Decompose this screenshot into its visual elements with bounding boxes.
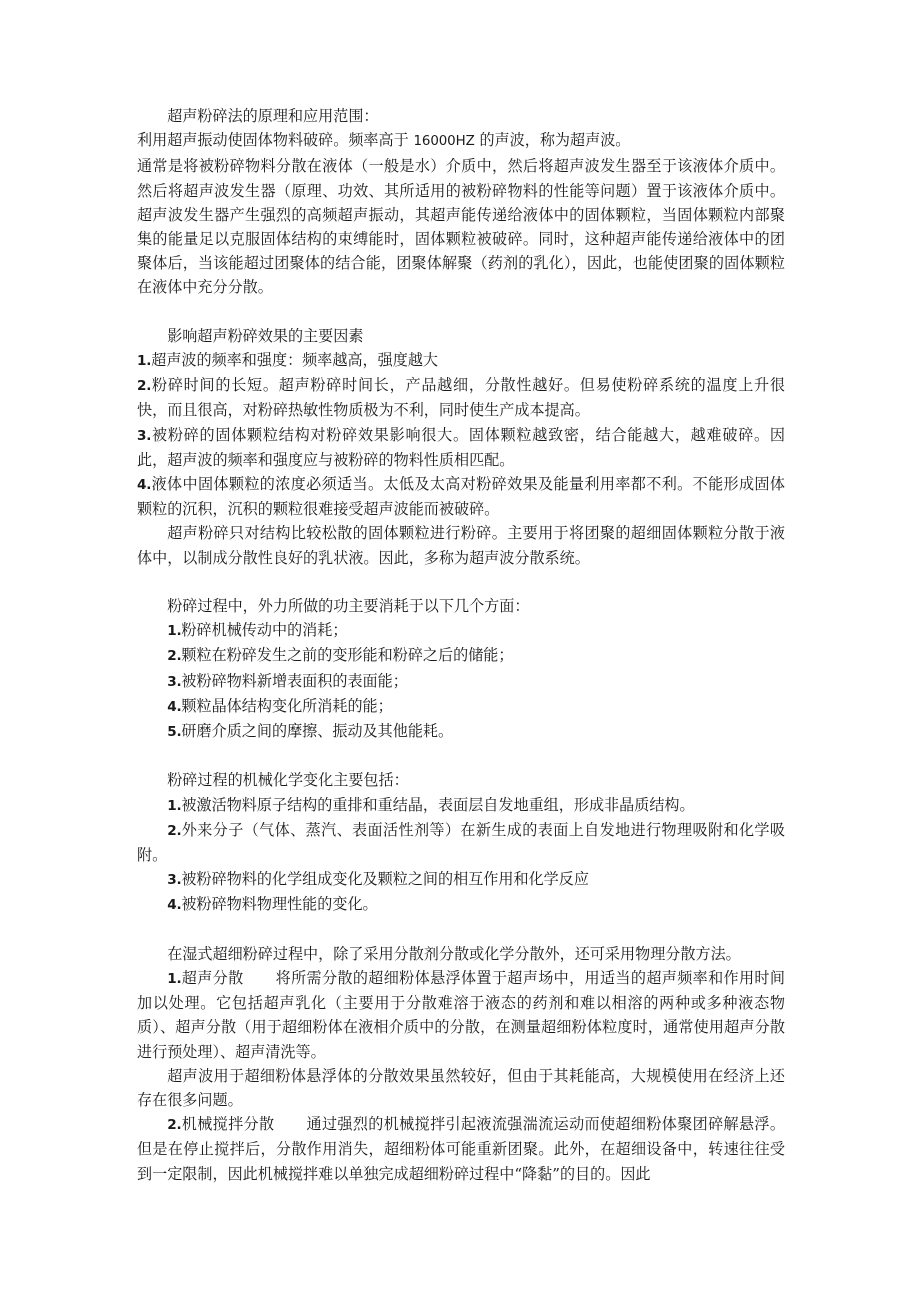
- section-spacer: [137, 570, 785, 594]
- list-marker: 3.: [167, 673, 182, 690]
- section2-list-item-3: [137, 423, 785, 472]
- section1-paragraph-1: [137, 128, 785, 154]
- section5-list-item-2: [137, 1112, 785, 1186]
- section1-paragraph-2: 通常是将被粉碎物料分散在液体（一般是水）介质中，然后将超声波发生器至于该液体介质中。然后将超声波发生器（原理、功效、其所适用的被粉碎物料的性能等问题）置于该液体介质中。超声波发生器产生强烈的高频超声振动，其超声能传递给液体中的固体颗粒，当固体颗粒内部聚集的能量足以克服固体结构的束缚能时，固体颗粒被破碎。同时，这种超声能传递给液体中的团聚体后，当该能超过团聚体的结合能，团聚体解聚（药剂的乳化），因此，也能使团聚的固体颗粒在液体中充分分散。: [137, 157, 785, 297]
- section5-list-item-1: [137, 966, 785, 1064]
- section3-list-item-1: [137, 618, 785, 643]
- list-marker: 3.: [167, 872, 182, 889]
- document-text-body: [137, 104, 785, 1186]
- section5-note-paragraph: 超声波用于超细粉体悬浮体的分散效果虽然较好，但由于其耗能高，大规模使用在经济上还存在很多问题。: [137, 1066, 785, 1110]
- section1-p1-lead: 利用超声振动使固体物料破碎。频率高于: [137, 131, 414, 150]
- section4-list-item-1: [137, 793, 785, 818]
- section4-list-item-3: [137, 867, 785, 892]
- frequency-value: 16000HZ: [413, 134, 475, 150]
- list-marker: 1.: [167, 623, 182, 640]
- list-marker: 3.: [137, 427, 152, 444]
- list-marker: 2.: [167, 822, 182, 839]
- section2-list-item-2: [137, 373, 785, 422]
- section-spacer: [137, 744, 785, 768]
- section2-list-item-4: [137, 472, 785, 521]
- list-item-title: 机械搅拌分散: [181, 1115, 275, 1134]
- list-item-title: 超声分散: [181, 969, 244, 988]
- section2-heading: 影响超声粉碎效果的主要因素: [167, 326, 364, 345]
- list-marker: 1.: [137, 353, 152, 370]
- list-marker: 2.: [167, 1117, 182, 1134]
- list-item-text: 粉碎时间的长短。超声粉碎时间长，产品越细，分散性越好。但易使粉碎系统的温度上升很快，而且很高，对粉碎热敏性物质极为不利，同时使生产成本提高。: [137, 376, 785, 420]
- list-marker: 4.: [137, 477, 152, 494]
- section3-list-item-3: [137, 669, 785, 694]
- list-marker: 2.: [167, 648, 182, 665]
- list-item-text: 液体中固体颗粒的浓度必须适当。太低及太高对粉碎效果及能量利用率都不利。不能形成固体颗粒的沉积，沉积的颗粒很难接受超声波能而被破碎。: [137, 475, 785, 519]
- list-item-text: 将所需分散的超细粉体悬浮体置于超声场中，用适当的超声频率和作用时间加以处理。它包括超声乳化（主要用于分散难溶于液态的药剂和难以相溶的两种或多种液态物质）、超声分散（用于超细粉体在液相介质中的分散，在测量超细粉体粒度时，通常使用超声分散进行预处理）、超声清洗等。: [137, 969, 785, 1061]
- list-item-text: 外来分子（气体、蒸汽、表面活性剂等）在新生成的表面上自发地进行物理吸附和化学吸附。: [137, 820, 785, 865]
- list-item-text: 粉碎机械传动中的消耗；: [181, 621, 348, 640]
- list-marker: 1.: [167, 971, 182, 988]
- section1-heading: 超声粉碎法的原理和应用范围：: [167, 107, 379, 125]
- section1-p1-tail: 的声波，称为超声波。: [474, 131, 631, 150]
- list-item-text: 颗粒晶体结构变化所消耗的能；: [181, 696, 393, 715]
- section3-list-item-4: [137, 694, 785, 719]
- list-item-text: 被激活物料原子结构的重排和重结晶，表面层自发地重组，形成非晶质结构。: [181, 795, 695, 814]
- list-item-text: 通过强烈的机械搅拌引起液流强湍流运动而使超细粉体聚团碎解悬浮。但是在停止搅拌后，分散作用消失，超细粉体可能重新团聚。此外，在超细设备中，转速往往受到一定限制，因此机械搅拌难以单独完成超细粉碎过程中“降黏”的目的。因此: [137, 1115, 785, 1183]
- section5-heading: 在湿式超细粉碎过程中，除了采用分散剂分散或化学分散外，还可采用物理分散方法。: [167, 944, 741, 963]
- section4-list-item-4: [137, 892, 785, 917]
- section4-heading: 粉碎过程的机械化学变化主要包括：: [167, 771, 409, 790]
- list-item-text: 被粉碎物料的化学组成变化及颗粒之间的相互作用和化学反应: [181, 870, 589, 889]
- section3-list-item-2: [137, 643, 785, 668]
- section2-list-item-1: [137, 348, 785, 373]
- section3-heading: 粉碎过程中，外力所做的功主要消耗于以下几个方面：: [167, 597, 530, 616]
- list-marker: 5.: [167, 724, 182, 741]
- section-spacer: [137, 918, 785, 942]
- list-item-text: 被粉碎物料物理性能的变化。: [181, 895, 378, 914]
- list-marker: 4.: [167, 897, 182, 914]
- section2-closing-paragraph: 超声粉碎只对结构比较松散的固体颗粒进行粉碎。主要用于将团聚的超细固体颗粒分散于液体中，以制成分散性良好的乳状液。因此，多称为超声波分散系统。: [137, 524, 785, 567]
- list-marker: 1.: [167, 797, 182, 814]
- section3-list-item-5: [137, 719, 785, 744]
- section-spacer: [137, 300, 785, 324]
- list-item-text: 研磨介质之间的摩擦、振动及其他能耗。: [181, 722, 454, 741]
- list-marker: 2.: [137, 378, 152, 395]
- list-item-text: 被粉碎物料新增表面积的表面能；: [181, 671, 408, 690]
- list-item-text: 颗粒在粉碎发生之前的变形能和粉碎之后的储能；: [181, 646, 514, 665]
- section4-list-item-2: [137, 818, 785, 867]
- list-marker: 4.: [167, 698, 182, 715]
- list-item-text: 被粉碎的固体颗粒结构对粉碎效果影响很大。固体颗粒越致密，结合能越大，越难破碎。因此，超声波的频率和强度应与被粉碎的物料性质相匹配。: [137, 425, 785, 469]
- list-item-text: 超声波的频率和强度：频率越高，强度越大: [151, 351, 439, 370]
